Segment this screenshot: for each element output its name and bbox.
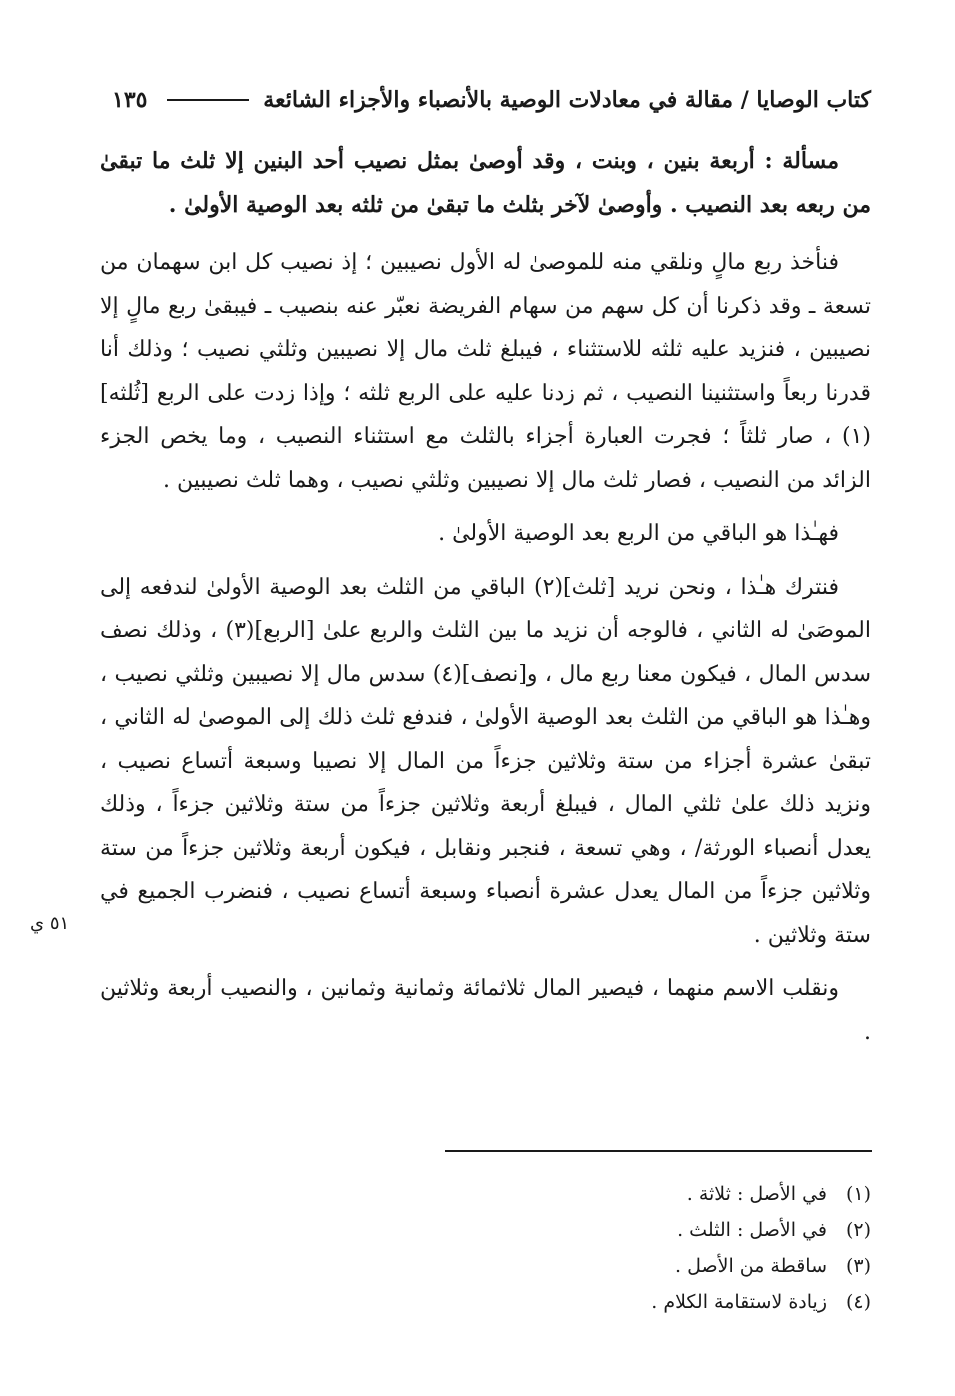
- footnote-number: (١): [845, 1183, 871, 1205]
- header-rule: [167, 99, 249, 101]
- footnote-item: [471, 1176, 871, 1212]
- margin-folio-note: ٥١ ي: [30, 913, 70, 934]
- page-number: ١٣٥: [112, 87, 148, 113]
- footnote-number: (٤): [845, 1291, 871, 1313]
- paragraph-4: ونقلب الاسم منهما ، فيصير المال ثلاثمائة وثمانية وثمانين ، والنصيب أربعة وثلاثين .: [100, 976, 871, 1045]
- paragraph-2: فهـٰذا هو الباقي من الربع بعد الوصية الأولىٰ .: [438, 521, 839, 546]
- paragraph-3: فنترك هـٰذا ، ونحن نريد [ثلث](٢) الباقي من الثلث بعد الوصية الأولىٰ لندفعه إلى الموصَىٰ له الثاني ، فالوجه أن نزيد ما بين الثلث والربع علىٰ [الربع](٣) ، وذلك نصف سدس المال ، فيكون معنا ربع مال ، و[نصف](٤) سدس مال إلا نصيبين وثلثي نصيب ، وهـٰذا هو الباقي من الثلث بعد الوصية الأولىٰ ، فندفع ثلث ذلك إلى الموصىٰ له الثاني ، تبقىٰ عشرة أجزاء من ستة وثلاثين جزءاً من المال إلا نصيبا وسبعة أتساع نصيب ، ونزيد ذلك علىٰ ثلثي المال ، فيبلغ أربعة وثلاثين جزءاً من ستة وثلاثين جزءاً ، وذلك يعدل أنصباء الورثة/ ، وهي تسعة ، فنجبر ونقابل ، فيكون أربعة وثلاثين جزءاً من ستة وثلاثين جزءاً من المال يعدل عشرة أنصباء وسبعة أتساع نصيب ، فنضرب الجميع في ستة وثلاثين .: [100, 574, 872, 948]
- running-header: [112, 80, 871, 120]
- footnote-text: ساقطة من الأصل .: [675, 1255, 827, 1277]
- footnote-item: [471, 1248, 871, 1284]
- footnote-text: زيادة لاستقامة الكلام .: [651, 1291, 827, 1313]
- footnote-item: [471, 1284, 871, 1320]
- footnote-rule: [445, 1150, 872, 1152]
- header-title: كتاب الوصايا / مقالة في معادلات الوصية بالأنصباء والأجزاء الشائعة: [263, 87, 871, 113]
- footnote-number: (٣): [845, 1255, 871, 1277]
- footnote-text: في الأصل : الثلث .: [677, 1219, 827, 1241]
- footnote-number: (٢): [845, 1219, 871, 1241]
- main-text: [100, 140, 871, 1064]
- paragraph-1: فنأخذ ربع مالٍ ونلقي منه للموصىٰ له الأول نصيبين ؛ إذ نصيب كل ابن سهمان من تسعة ـ وقد ذكرنا أن كل سهم من سهام الفريضة نعبّر عنه بنصيب ـ فيبقىٰ ربع مالٍ إلا نصيبين ، فنزيد عليه ثلثه للاستثناء ، فيبلغ ثلث مال إلا نصيبين وثلثي نصيب ؛ وذلك أنا قدرنا ربعاً واستثنينا النصيب ، ثم زدنا عليه على الربع ثلثه ؛ وإذا زدت على الربع [ثُلثه](١) ، صار ثلثاً ؛ فجرت العبارة أجزاء بالثلث مع استثناء النصيب ، وما يخص الجزء الزائد من النصيب ، فصار ثلث مال إلا نصيبين وثلثي نصيب ، وهما ثلث نصيبين .: [100, 250, 871, 493]
- footnotes: [471, 1176, 871, 1320]
- footnote-text: في الأصل : ثلاثة .: [686, 1183, 827, 1205]
- footnote-item: [471, 1212, 871, 1248]
- question-paragraph: مسألة : أربعة بنين ، وبنت ، وقد أوصىٰ بمثل نصيب أحد البنين إلا ثلث ما تبقىٰ من ربعه بعد النصيب . وأوصىٰ لآخر بثلث ما تبقىٰ من ثلثه بعد الوصية الأولىٰ .: [100, 148, 871, 218]
